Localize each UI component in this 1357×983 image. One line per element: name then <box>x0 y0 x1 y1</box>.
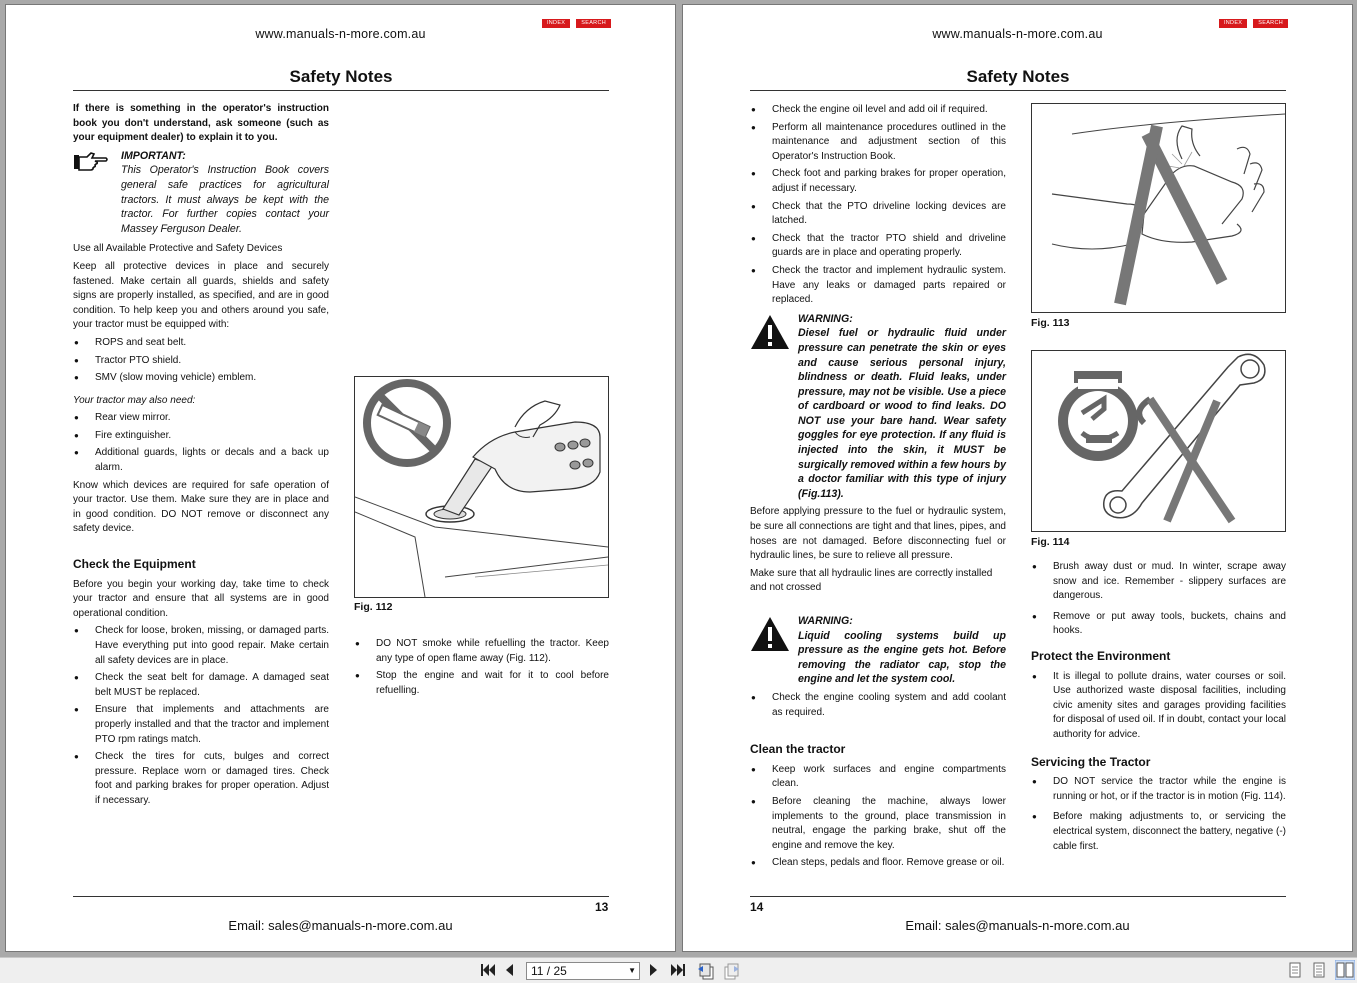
page-title: Safety Notes <box>73 67 609 91</box>
fig-113-caption: Fig. 113 <box>1031 317 1070 329</box>
list-item: ● Check that the PTO driveline locking devices are latched. <box>750 200 1006 229</box>
list-item: ● Check the tires for cuts, bulges and correct pressure. Replace worn or damaged tires. Check foot and parking brakes for proper operation. Adjust if necessary. <box>73 750 329 808</box>
left-column <box>750 103 1006 874</box>
warning-triangle-icon <box>750 312 792 502</box>
two-page-view-icon[interactable] <box>1335 960 1355 983</box>
lines-text: Make sure that all hydraulic lines are correctly installed and not crossed <box>750 567 993 594</box>
footer-rule <box>750 896 1286 897</box>
list-item: ● Check the engine cooling system and add coolant as required. <box>750 691 1006 720</box>
page-14 <box>682 4 1353 952</box>
refuel-column <box>354 637 609 701</box>
check-heading: Check the Equipment <box>73 557 196 572</box>
search-button[interactable]: SEARCH <box>1253 19 1288 28</box>
coolant-list <box>750 691 1006 720</box>
warning-coolant <box>750 614 1006 687</box>
viewer-toolbar <box>0 957 1357 983</box>
refuel-list <box>354 637 609 698</box>
search-button[interactable]: SEARCH <box>576 19 611 28</box>
may-need-list <box>73 411 329 475</box>
devices-heading: Use all Available Protective and Safety Devices <box>73 243 283 255</box>
warning-text: Diesel fuel or hydraulic fluid under pressure can penetrate the skin or eyes and cause serious personal injury, blindness or death. Fluid leaks, under pressure, may not be visible. Use a piece of cardboard or wood to find leaks. DO NOT use your bare hand. Wear safety goggles for eye protection. If any fluid is injected into the skin, it MUST be surgically removed within a few hours by a doctor familiar with this type of injury (Fig.113). <box>798 327 1006 500</box>
warning-triangle-icon <box>750 614 792 687</box>
env-heading: Protect the Environment <box>1031 648 1171 663</box>
clean-list <box>750 763 1006 871</box>
list-item: ● It is illegal to pollute drains, water courses or soil. Use authorized waste disposal facilities, including civic amenity sites and garages providing facilities for disposal of used oil. If in doubt, contact your local authority for advice. <box>1031 670 1286 743</box>
checks-list <box>750 103 1006 308</box>
list-item: ● Brush away dust or mud. In winter, scrape away snow and ice. Remember - slippery surfaces are dangerous. <box>1031 560 1286 604</box>
list-item: ● Check the tractor and implement hydraulic system. Have any leaks or damaged parts repaired or replaced. <box>750 264 1006 308</box>
check-text: Before you begin your working day, take time to check your tractor and ensure that all systems are in good operational condition. <box>73 578 329 619</box>
single-page-view-icon[interactable] <box>1289 962 1301 983</box>
list-item: ● Before cleaning the machine, always lower implements to the ground, place transmission in neutral, engage the parking brake, shut off the engine and remove the key. <box>750 795 1006 853</box>
service-heading: Servicing the Tractor <box>1031 754 1151 769</box>
warning-label: WARNING: <box>798 615 853 627</box>
list-item: ● Check that the tractor PTO shield and driveline guards are in place and operating properly. <box>750 232 1006 261</box>
list-item: ● Keep work surfaces and engine compartments clean. <box>750 763 1006 792</box>
warning-fluid <box>750 312 1006 502</box>
fig-112-image <box>354 376 609 598</box>
page-number: 13 <box>595 900 609 914</box>
page-title: Safety Notes <box>750 67 1286 91</box>
warning-label: WARNING: <box>798 312 853 325</box>
check-list <box>73 624 329 808</box>
fig-113-image <box>1031 103 1286 313</box>
back-view-icon[interactable] <box>697 962 715 983</box>
warning-text: Liquid cooling systems build up pressure as the engine gets hot. Before removing the radiator cap, stop the engine and let the system cool. <box>798 629 1006 686</box>
list-item: ● Fire extinguisher. <box>73 429 329 444</box>
important-note <box>73 149 329 237</box>
clean-heading: Clean the tractor <box>750 742 846 757</box>
continuous-view-icon[interactable] <box>1313 962 1325 983</box>
list-item: ● Check foot and parking brakes for proper operation, adjust if necessary. <box>750 167 1006 196</box>
list-item: ● Before making adjustments to, or servicing the electrical system, disconnect the battery, negative (-) cable first. <box>1031 810 1286 854</box>
site-url: www.manuals-n-more.com.au <box>932 27 1103 41</box>
nav-buttons <box>1219 19 1288 28</box>
fig-112-caption: Fig. 112 <box>354 601 393 613</box>
forward-view-icon[interactable] <box>722 962 740 983</box>
list-item: ● Ensure that implements and attachments are properly installed and that the tractor and implement PTO rpm ratings match. <box>73 703 329 747</box>
chevron-down-icon: ▼ <box>628 966 636 975</box>
next-page-icon[interactable] <box>648 962 660 983</box>
env-list <box>1031 670 1286 743</box>
list-item: ● Perform all maintenance procedures outlined in the maintenance and adjustment section of this Operator's Instruction Book. <box>750 121 1006 165</box>
site-url: www.manuals-n-more.com.au <box>255 27 426 41</box>
left-column <box>73 102 329 812</box>
important-label: IMPORTANT: <box>121 149 186 162</box>
right-column <box>1031 560 1286 857</box>
devices-text: Keep all protective devices in place and securely fastened. Make certain all guards, shields and safety signs are properly installed, as specified, and are in good condition. To help keep you and others around you safe, your tractor must be equipped with: <box>73 260 329 331</box>
list-item: ● DO NOT service the tractor while the engine is running or hot, or if the tractor is in motion (Fig. 114). <box>1031 775 1286 804</box>
footer-rule <box>73 896 609 897</box>
list-item: ● Remove or put away tools, buckets, chains and hooks. <box>1031 610 1286 639</box>
list-item: ● Check the seat belt for damage. A damaged seat belt MUST be replaced. <box>73 671 329 700</box>
list-item: ● Rear view mirror. <box>73 411 329 426</box>
intro-text: If there is something in the operator's instruction book you don't understand, ask someone (such as your equipment dealer) to explain it to you. <box>73 103 329 144</box>
last-page-icon[interactable] <box>670 962 686 983</box>
pointing-hand-icon <box>73 149 113 237</box>
list-item: ● Additional guards, lights or decals and a back up alarm. <box>73 446 329 475</box>
list-item: ● SMV (slow moving vehicle) emblem. <box>73 371 329 386</box>
list-item: ● Check the engine oil level and add oil if required. <box>750 103 1006 118</box>
list-item: ● Clean steps, pedals and floor. Remove grease or oil. <box>750 856 1006 871</box>
footer-email: Email: sales@manuals-n-more.com.au <box>905 918 1130 933</box>
list-item: ● ROPS and seat belt. <box>73 336 329 351</box>
index-button[interactable]: INDEX <box>542 19 570 28</box>
list-item: ● DO NOT smoke while refuelling the tractor. Keep any type of open flame away (Fig. 112). <box>354 637 609 666</box>
first-page-icon[interactable] <box>480 962 496 983</box>
equipped-list <box>73 336 329 386</box>
fig-114-caption: Fig. 114 <box>1031 536 1070 548</box>
service-list <box>1031 775 1286 854</box>
may-need-label: Your tractor may also need: <box>73 394 196 406</box>
brush-list <box>1031 560 1286 639</box>
pressure-text: Before applying pressure to the fuel or hydraulic system, be sure all connections are tight and that lines, pipes, and hoses are not damaged. Before disconnecting fuel or hydraulic lines, be sure to relieve all pressure. <box>750 506 1006 562</box>
list-item: ● Check for loose, broken, missing, or damaged parts. Have everything put into good repair. Make certain all safety devices are in place. <box>73 624 329 668</box>
page-selector[interactable] <box>526 962 640 980</box>
page-indicator: 11 / 25 <box>531 964 567 978</box>
nav-buttons <box>542 19 611 28</box>
previous-page-icon[interactable] <box>503 962 515 983</box>
know-text: Know which devices are required for safe operation of your tractor. Use them. Make sure they are in place and in good condition. DO NOT remove or disconnect any safety device. <box>73 479 329 535</box>
page-number: 14 <box>750 900 764 914</box>
footer-email: Email: sales@manuals-n-more.com.au <box>228 918 453 933</box>
fig-114-image <box>1031 350 1286 532</box>
list-item: ● Stop the engine and wait for it to cool before refuelling. <box>354 669 609 698</box>
index-button[interactable]: INDEX <box>1219 19 1247 28</box>
list-item: ● Tractor PTO shield. <box>73 354 329 369</box>
page-13 <box>5 4 676 952</box>
important-text: This Operator's Instruction Book covers general safe practices for agricultural tractors. It must always be kept with the tractor. For further copies contact your Massey Ferguson Dealer. <box>121 164 329 235</box>
